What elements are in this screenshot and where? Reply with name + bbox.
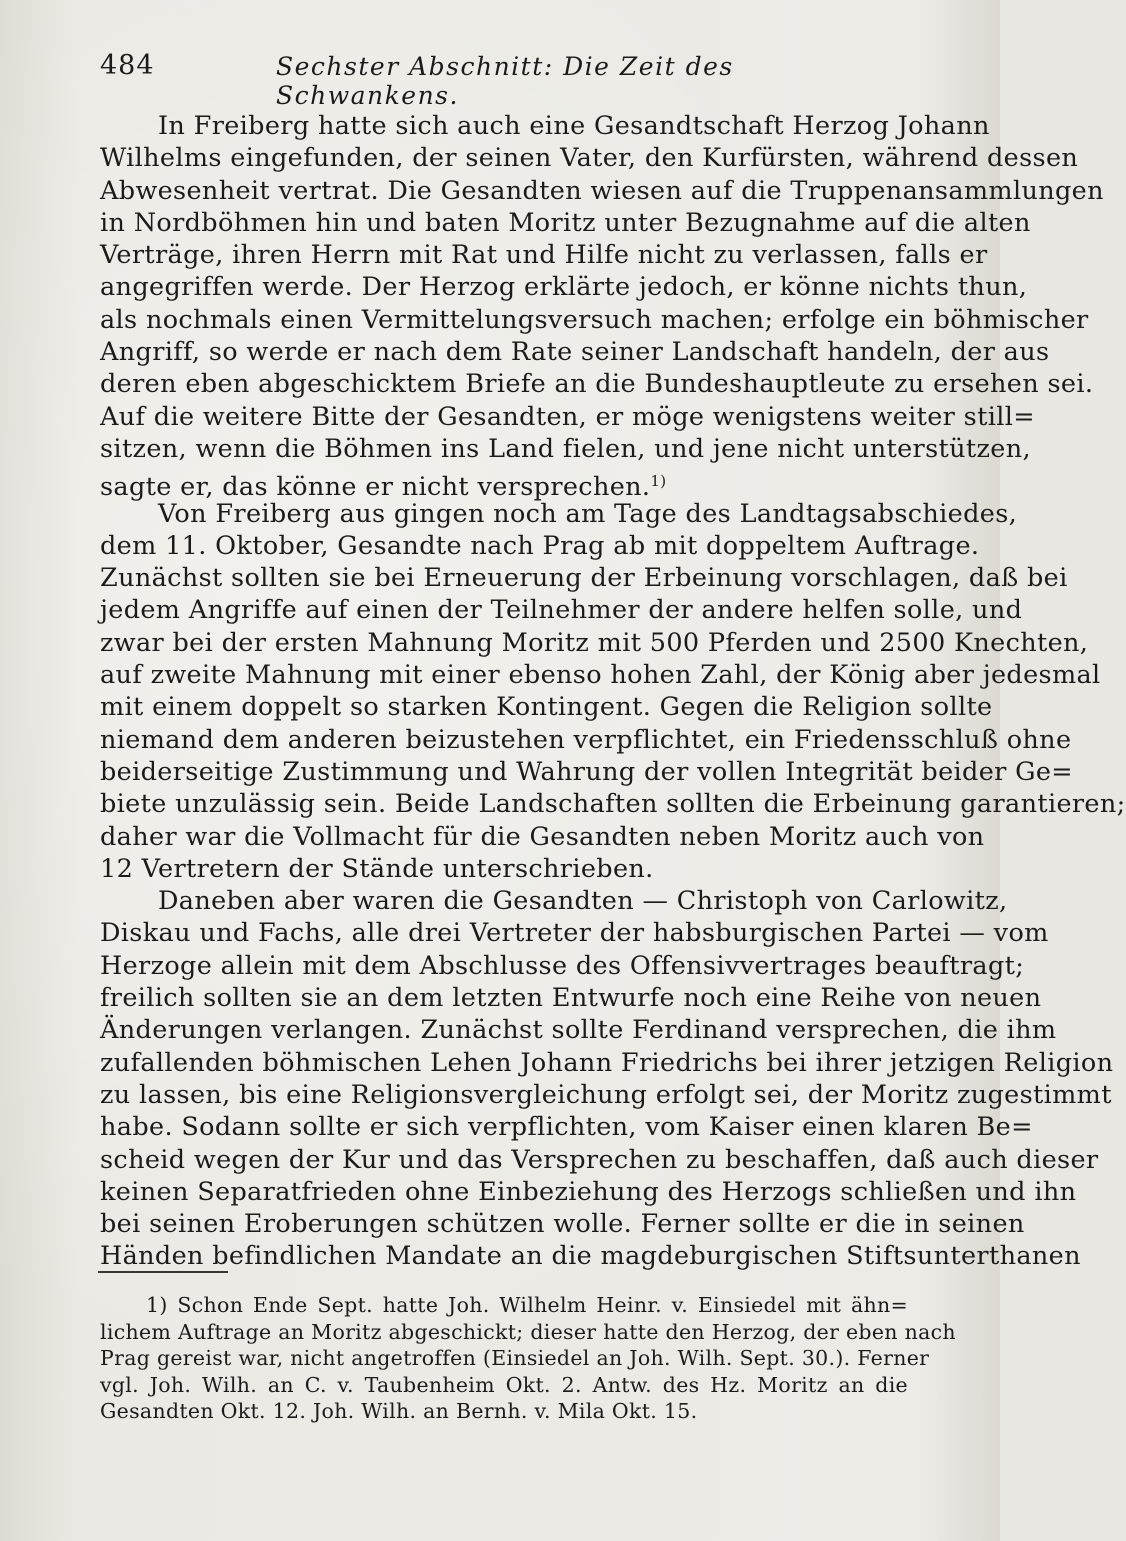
text-line: niemand dem anderen beizustehen verpflichtet, ein Friedensschluß ohne bbox=[100, 724, 1072, 755]
text-line: mit einem doppelt so starken Kontingent. Gegen die Religion sollte bbox=[100, 692, 993, 723]
text-line: bei seinen Eroberungen schützen wolle. Ferner sollte er die in seinen bbox=[100, 1209, 1025, 1240]
text-line: biete unzulässig sein. Beide Landschaften sollten die Erbeinung garantieren; bbox=[100, 789, 1126, 820]
text-line: dem 11. Oktober, Gesandte nach Prag ab mit doppeltem Auftrage. bbox=[100, 530, 980, 561]
text-line: zu lassen, bis eine Religionsvergleichung erfolgt sei, der Moritz zugestimmt bbox=[100, 1079, 1112, 1110]
text-line: daher war die Vollmacht für die Gesandten neben Moritz auch von bbox=[100, 821, 985, 852]
text-line: habe. Sodann sollte er sich verpflichten, vom Kaiser einen klaren Be= bbox=[100, 1112, 1033, 1143]
footnote-line: lichem Auftrage an Moritz abgeschickt; dieser hatte den Herzog, der eben nach bbox=[100, 1319, 956, 1344]
text-line: freilich sollten sie an dem letzten Entwurfe noch eine Reihe von neuen bbox=[100, 983, 1042, 1014]
text-line: Von Freiberg aus gingen noch am Tage des Landtagsabschiedes, bbox=[158, 498, 1018, 529]
footnote-line: 1) Schon Ende Sept. hatte Joh. Wilhelm Heinr. v. Einsiedel mit ähn= bbox=[146, 1293, 908, 1317]
text-line: Händen befindlichen Mandate an die magdeburgischen Stiftsunterthanen bbox=[100, 1241, 1081, 1272]
footnote-divider bbox=[98, 1271, 228, 1273]
footnote-reference[interactable]: 1) bbox=[650, 472, 667, 491]
text-line: Daneben aber waren die Gesandten — Christoph von Carlowitz, bbox=[158, 886, 1008, 917]
text-line: In Freiberg hatte sich auch eine Gesandtschaft Herzog Johann bbox=[158, 111, 990, 141]
text-line: Herzoge allein mit dem Abschlusse des Offensivvertrages beauftragt; bbox=[100, 950, 1025, 981]
page-header bbox=[100, 50, 908, 110]
footnote-line: vgl. Joh. Wilh. an C. v. Taubenheim Okt. 2. Antw. des Hz. Moritz an die bbox=[100, 1372, 908, 1397]
text-line: angegriffen werde. Der Herzog erklärte jedoch, er könne nichts thun, bbox=[100, 272, 1028, 303]
text-line: beiderseitige Zustimmung und Wahrung der vollen Integrität beider Ge= bbox=[100, 756, 1074, 787]
text-line: zwar bei der ersten Mahnung Moritz mit 500 Pferden und 2500 Knechten, bbox=[100, 627, 1089, 658]
running-head: Sechster Abschnitt: Die Zeit des Schwankens. bbox=[276, 52, 734, 110]
text-line-content: sagte er, das könne er nicht versprechen. bbox=[100, 472, 651, 503]
text-line: deren eben abgeschicktem Briefe an die Bundeshauptleute zu ersehen sei. bbox=[100, 369, 1094, 400]
text-line: auf zweite Mahnung mit einer ebenso hohen Zahl, der König aber jedesmal bbox=[100, 660, 1101, 691]
text-line: sitzen, wenn die Böhmen ins Land fielen, und jene nicht unterstützen, bbox=[100, 433, 1031, 464]
text-line: Angriff, so werde er nach dem Rate seiner Landschaft handeln, der aus bbox=[100, 337, 1050, 368]
page-number: 484 bbox=[100, 50, 155, 81]
text-line: 12 Vertretern der Stände unterschrieben. bbox=[100, 853, 654, 884]
text-line: Wilhelms eingefunden, der seinen Vater, den Kurfürsten, während dessen bbox=[100, 143, 1079, 174]
text-line: keinen Separatfrieden ohne Einbeziehung des Herzogs schließen und ihn bbox=[100, 1176, 1077, 1207]
text-line: zufallenden böhmischen Lehen Johann Friedrichs bei ihrer jetzigen Religion bbox=[100, 1047, 1114, 1078]
text-line: als nochmals einen Vermittelungsversuch machen; erfolge ein böhmischer bbox=[100, 304, 1089, 335]
text-line: Diskau und Fachs, alle drei Vertreter der habsburgischen Partei — vom bbox=[100, 918, 1049, 949]
text-line bbox=[100, 465, 908, 503]
footnote-line: Prag gereist war, nicht angetroffen (Einsiedel an Joh. Wilh. Sept. 30.). Ferner bbox=[100, 1346, 930, 1371]
text-line: Auf die weitere Bitte der Gesandten, er möge wenigstens weiter still= bbox=[100, 401, 1035, 432]
footnote-line: Gesandten Okt. 12. Joh. Wilh. an Bernh. v. Mila Okt. 15. bbox=[100, 1399, 698, 1424]
text-line: Abwesenheit vertrat. Die Gesandten wiesen auf die Truppenansammlungen bbox=[100, 175, 1104, 206]
text-line: Zunächst sollten sie bei Erneuerung der Erbeinung vorschlagen, daß bei bbox=[100, 563, 1068, 594]
text-line: in Nordböhmen hin und baten Moritz unter Bezugnahme auf die alten bbox=[100, 207, 1031, 238]
text-line: Änderungen verlangen. Zunächst sollte Ferdinand versprechen, die ihm bbox=[100, 1015, 1057, 1046]
footnotes bbox=[100, 1292, 956, 1425]
main-text bbox=[100, 110, 1126, 1273]
text-line: jedem Angriffe auf einen der Teilnehmer der andere helfen solle, und bbox=[100, 595, 1023, 626]
text-line: scheid wegen der Kur und das Versprechen zu beschaffen, daß auch dieser bbox=[100, 1144, 1099, 1175]
text-line: Verträge, ihren Herrn mit Rat und Hilfe nicht zu verlassen, falls er bbox=[100, 240, 988, 271]
